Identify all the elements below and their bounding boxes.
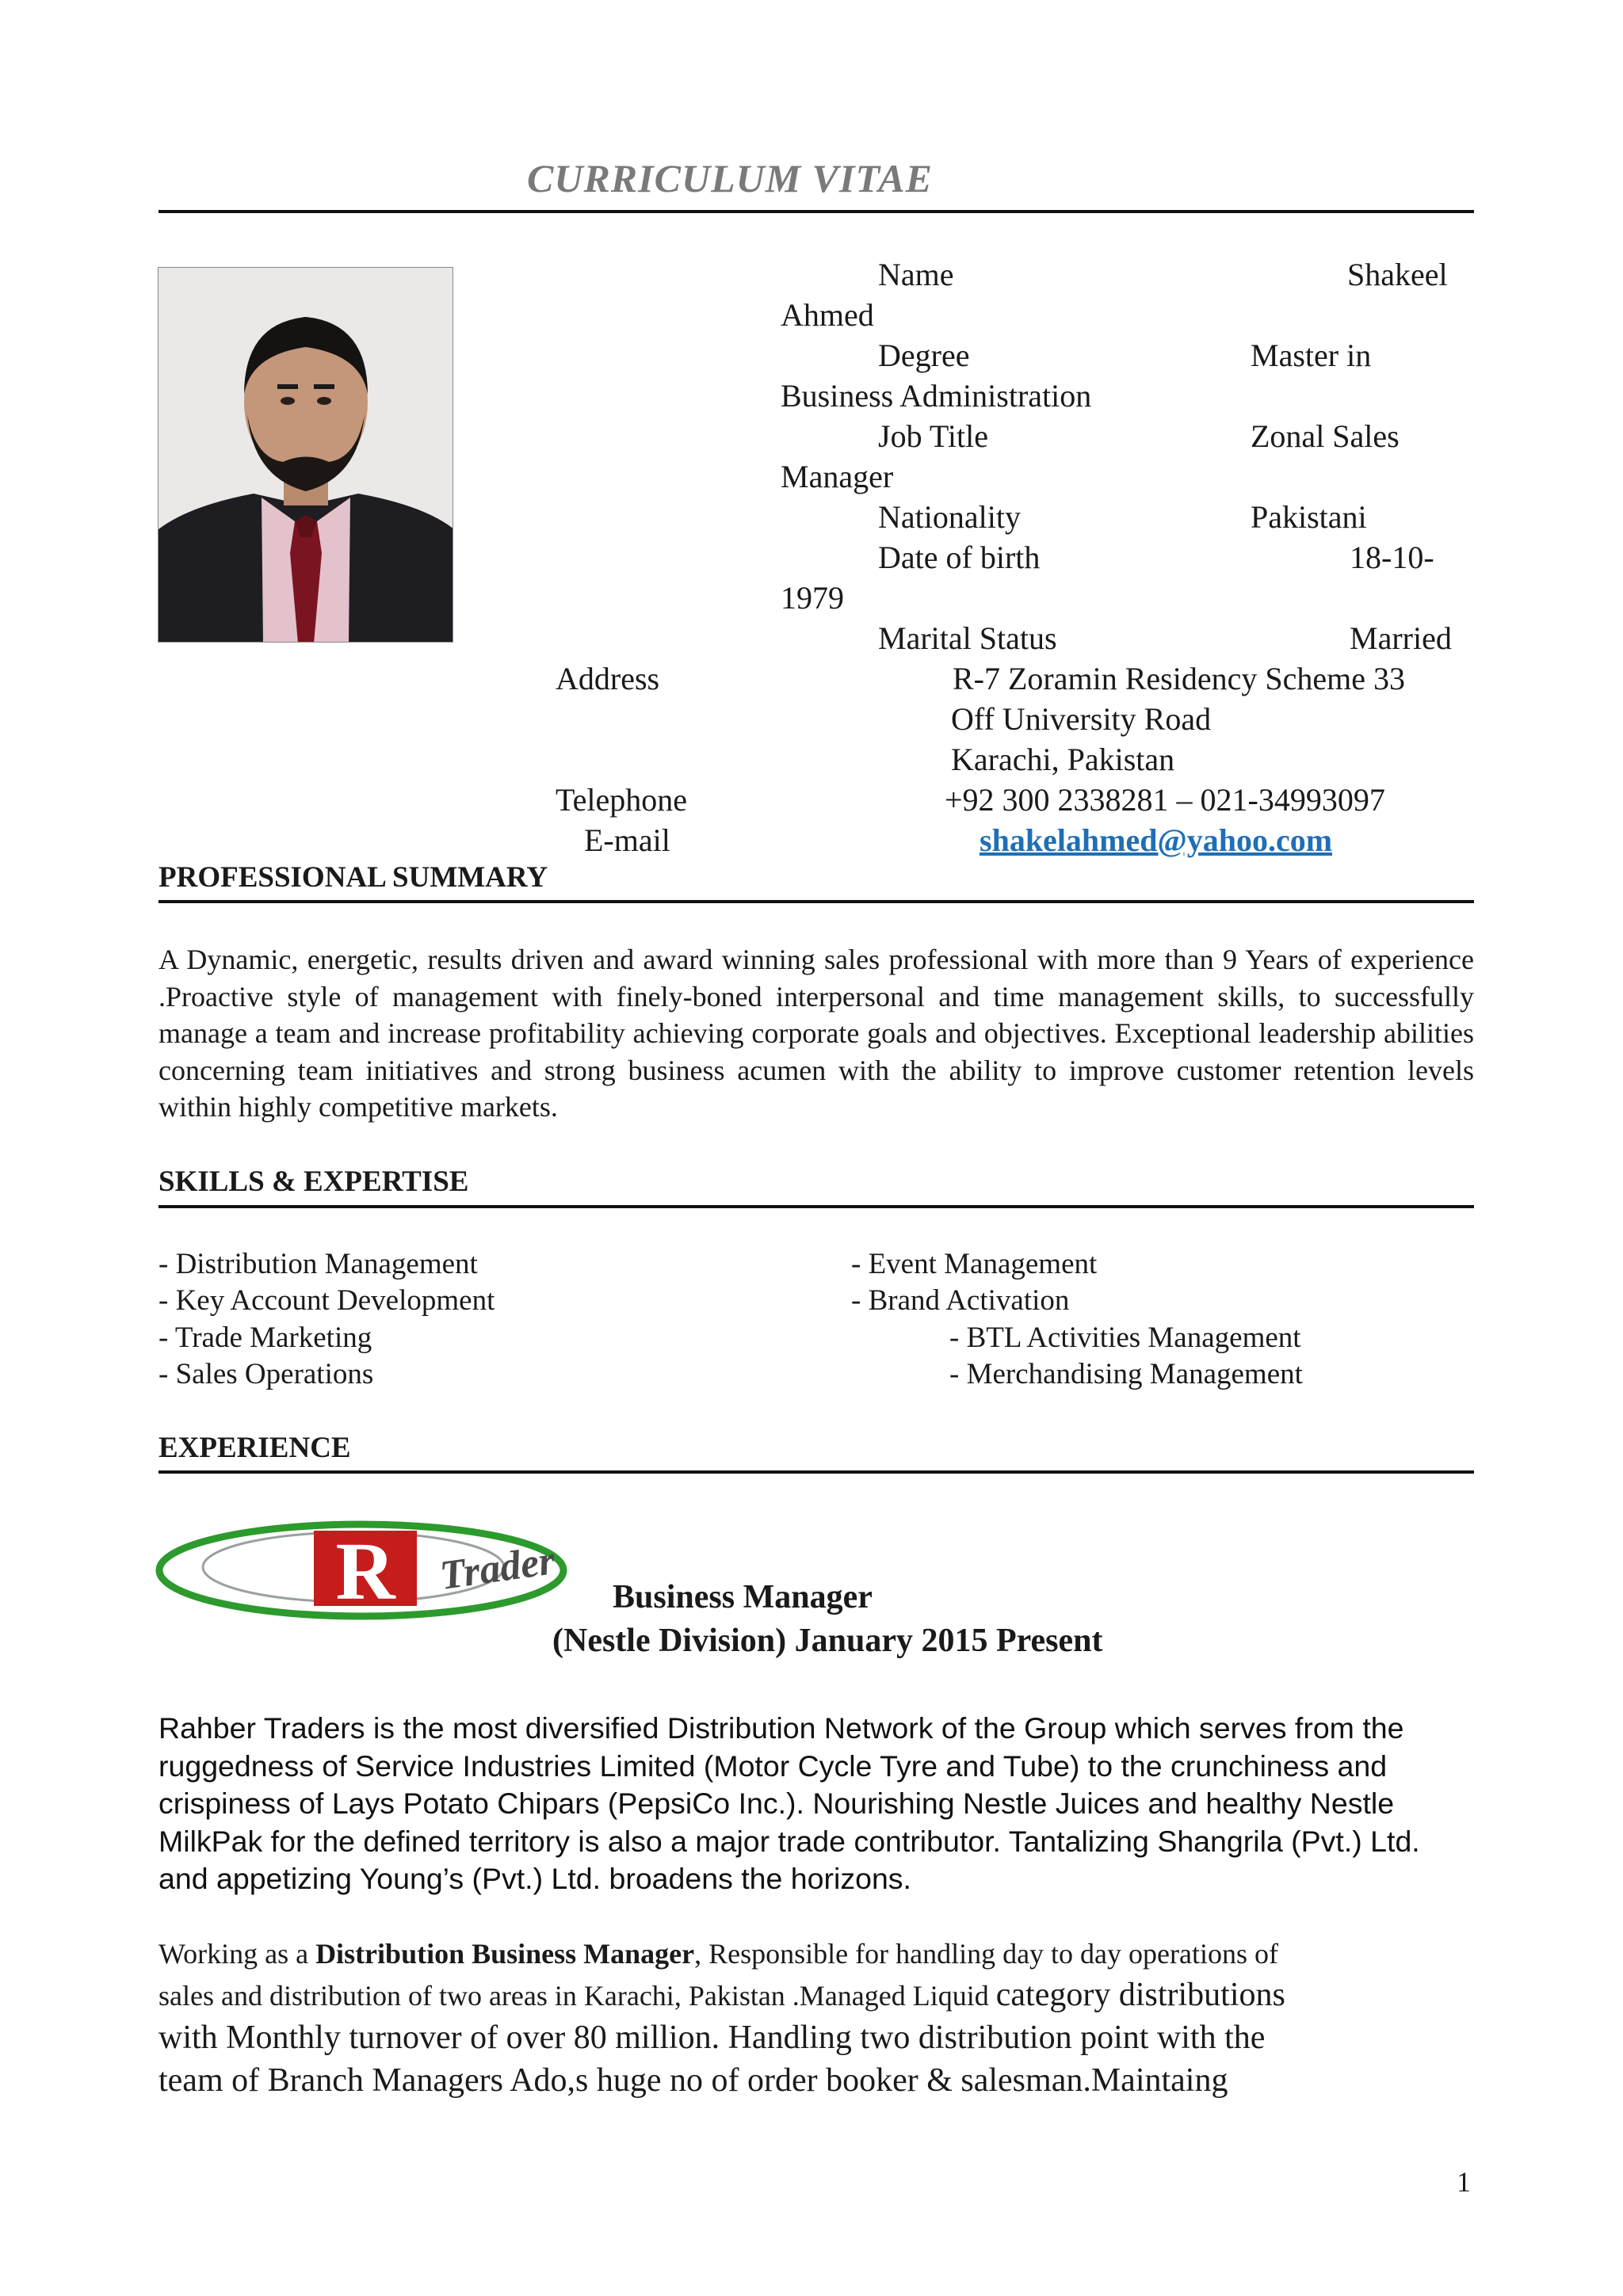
profile-photo bbox=[158, 267, 453, 643]
company-logo bbox=[155, 1513, 604, 1632]
person-portrait-icon bbox=[158, 268, 453, 643]
dob-label: Date of birth bbox=[878, 540, 1041, 575]
name-value: Shakeel bbox=[1347, 257, 1448, 292]
email-label: E-mail bbox=[584, 822, 670, 858]
degree-value-wrap: Business Administration bbox=[781, 378, 1092, 414]
work-prefix: Working as a bbox=[158, 1938, 316, 1970]
skill-item: - Sales Operations bbox=[158, 1358, 374, 1390]
marital-status-value: Married bbox=[1350, 620, 1452, 656]
logo-letter: R bbox=[335, 1526, 395, 1617]
skills-divider bbox=[158, 1205, 1474, 1208]
degree-label: Degree bbox=[878, 338, 970, 373]
experience-divider bbox=[158, 1470, 1474, 1474]
company-description: Rahber Traders is the most diversified Distribution Network of the Group which serves from the ruggedness of Service Industries Limited (Motor Cycle Tyre and Tube) to the crunchiness and crispiness of Lays Potato Chipars (PepsiCo Inc.). Nourishing Nestle Juices and healthy Nestle MilkPak for the defined territory is also a major trade contributor. Tantalizing Shangrila (Pvt.) Ltd. and appetizing Young’s (Pvt.) Ltd. broadens the horizons. bbox=[158, 1711, 1420, 1895]
job-title-line-1: Business Manager bbox=[613, 1579, 873, 1615]
skill-item: - Trade Marketing bbox=[158, 1322, 372, 1354]
skill-item: - Event Management bbox=[851, 1248, 1098, 1280]
work-line-3: with Monthly turnover of over 80 million. Handling two distribution point with the bbox=[158, 2019, 1266, 2056]
professional-summary-heading: PROFESSIONAL SUMMARY bbox=[158, 861, 548, 894]
experience-heading: EXPERIENCE bbox=[158, 1432, 351, 1464]
nationality-label: Nationality bbox=[878, 499, 1021, 535]
email-link[interactable]: shakelahmed@yahoo.com bbox=[980, 822, 1333, 858]
degree-value: Master in bbox=[1251, 338, 1372, 373]
page-title: CURRICULUM VITAE bbox=[527, 156, 933, 200]
address-line-3: Karachi, Pakistan bbox=[951, 742, 1175, 777]
marital-status-label: Marital Status bbox=[878, 620, 1057, 656]
logo-text: Trader bbox=[437, 1538, 558, 1599]
job-title-value: Zonal Sales bbox=[1251, 418, 1400, 454]
work-line-1-rest: , Responsible for handling day to day operations of bbox=[694, 1938, 1278, 1970]
address-line-1: R-7 Zoramin Residency Scheme 33 bbox=[953, 661, 1405, 696]
dob-value: 18-10- bbox=[1350, 540, 1434, 575]
telephone-label: Telephone bbox=[556, 782, 688, 818]
skill-item: - Brand Activation bbox=[851, 1284, 1070, 1317]
skill-item: - BTL Activities Management bbox=[949, 1322, 1301, 1354]
work-line-2-large: category distributions bbox=[995, 1977, 1285, 2013]
name-value-wrap: Ahmed bbox=[781, 297, 874, 333]
work-description bbox=[158, 1933, 1474, 2102]
address-line-2: Off University Road bbox=[951, 701, 1212, 737]
work-line-2-small: sales and distribution of two areas in Karachi, Pakistan .Managed Liquid bbox=[158, 1980, 996, 2012]
address-label: Address bbox=[556, 661, 660, 696]
job-title-value-wrap: Manager bbox=[781, 459, 894, 494]
name-label: Name bbox=[878, 257, 954, 292]
skill-item: - Merchandising Management bbox=[949, 1358, 1303, 1390]
telephone-value: +92 300 2338281 – 021-34993097 bbox=[945, 782, 1385, 818]
job-title-line-2: (Nestle Division) January 2015 Present bbox=[552, 1623, 1103, 1659]
work-bold-role: Distribution Business Manager bbox=[315, 1938, 695, 1970]
nationality-value: Pakistani bbox=[1251, 499, 1367, 535]
title-divider bbox=[158, 210, 1474, 213]
professional-summary-text: A Dynamic, energetic, results driven and award winning sales professional with more than 9 Years of experience .Proactive style of management with finely-boned interpersonal and time management skills, to successfully manage a team and increase profitability achieving corporate goals and objectives. Exceptional leadership abilities concerning team initiatives and strong business acumen with the ability to improve customer retention levels within highly competitive markets. bbox=[158, 944, 1474, 1123]
skill-item: - Key Account Development bbox=[158, 1284, 495, 1317]
skills-heading: SKILLS & EXPERTISE bbox=[158, 1165, 469, 1198]
skill-item: - Distribution Management bbox=[158, 1248, 478, 1280]
dob-value-wrap: 1979 bbox=[781, 580, 844, 616]
r-trader-logo-icon bbox=[155, 1513, 604, 1632]
page-number: 1 bbox=[1457, 2166, 1471, 2198]
summary-divider bbox=[158, 900, 1474, 903]
job-title-label: Job Title bbox=[878, 418, 988, 454]
work-line-4: team of Branch Managers Ado,s huge no of order booker & salesman.Maintaing bbox=[158, 2062, 1228, 2099]
